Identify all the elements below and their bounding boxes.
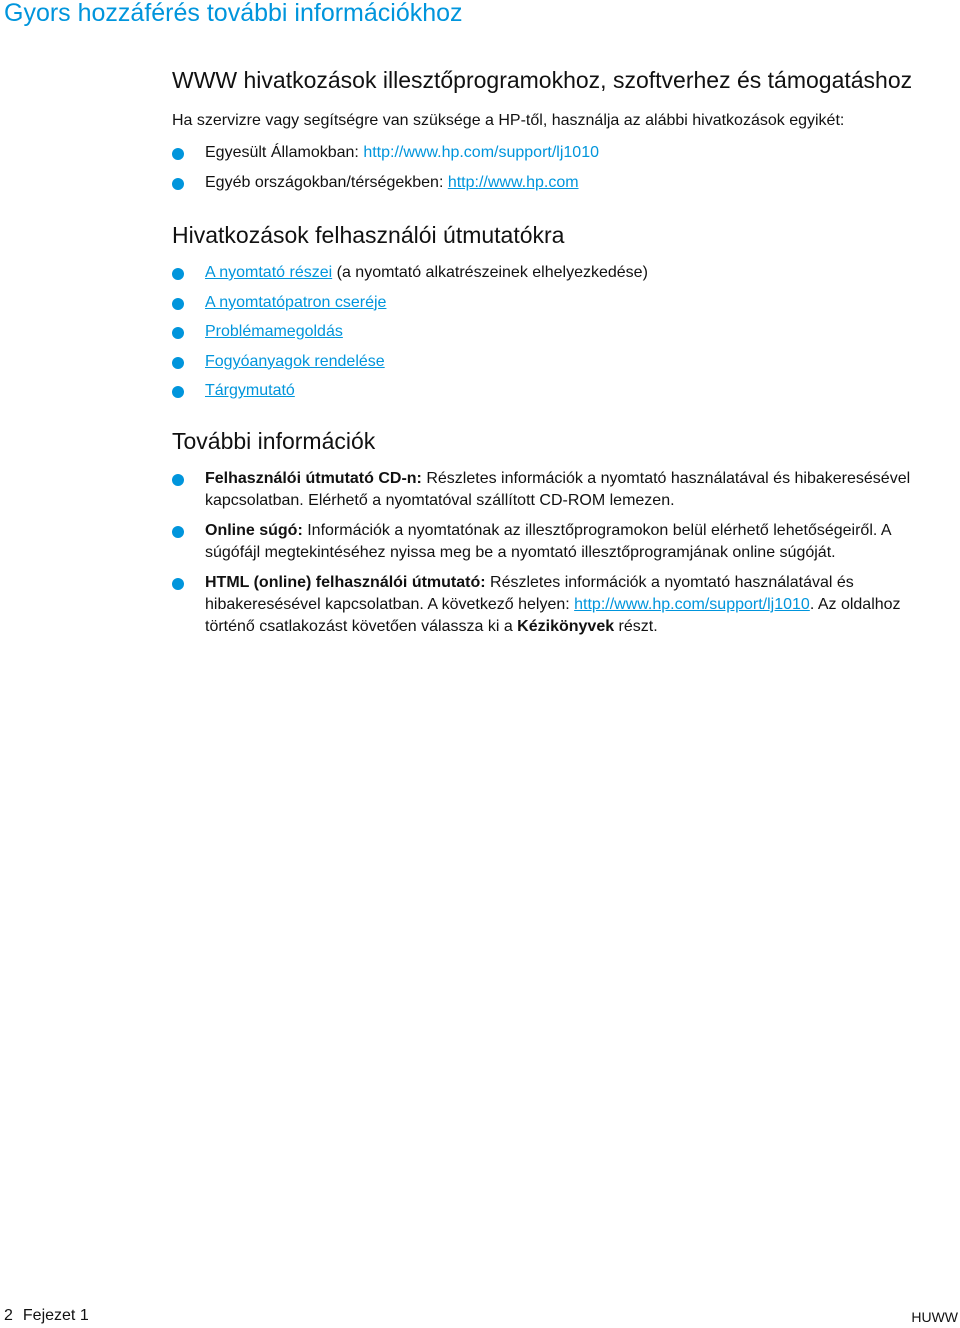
section-heading: További információk bbox=[172, 428, 376, 454]
bullet-icon bbox=[172, 327, 184, 339]
item-text: . Az oldalhoz történő csatlakozást követően válassza ki a bbox=[205, 596, 901, 635]
section-heading: WWW hivatkozások illesztőprogramokhoz, szoftverhez és támogatáshoz bbox=[172, 67, 913, 93]
more-info-list bbox=[172, 468, 942, 638]
list-item bbox=[172, 262, 942, 284]
support-links-list bbox=[172, 142, 942, 194]
item-bold-label: Online súgó: bbox=[205, 522, 303, 539]
item-bold-label: HTML (online) felhasználói útmutató: bbox=[205, 574, 486, 591]
html-guide-link[interactable]: http://www.hp.com/support/lj1010 bbox=[574, 596, 810, 613]
bullet-icon bbox=[172, 474, 184, 486]
footer-code: HUWW bbox=[911, 1309, 958, 1325]
bullet-icon bbox=[172, 268, 184, 280]
section-user-guide-links bbox=[172, 219, 942, 402]
bullet-icon bbox=[172, 148, 184, 160]
page-footer bbox=[4, 1307, 89, 1325]
item-bold-label: Kézikönyvek bbox=[517, 618, 615, 635]
guide-links-list bbox=[172, 262, 942, 402]
page-number: 2 bbox=[4, 1307, 13, 1324]
link-troubleshooting[interactable]: Problémamegoldás bbox=[205, 323, 343, 340]
list-item bbox=[172, 142, 942, 164]
support-link-other[interactable]: http://www.hp.com bbox=[447, 174, 579, 191]
section-heading: Hivatkozások felhasználói útmutatókra bbox=[172, 222, 565, 248]
item-text: Részletes információk a nyomtató használatával és hibakeresésével kapcsolatban. Elérhető a nyomtatóval szállított CD-ROM lemezen. bbox=[205, 470, 911, 509]
bullet-icon bbox=[172, 386, 184, 398]
item-text: Részletes információk a nyomtató használatával és hibakeresésével kapcsolatban. A következő helyen: bbox=[205, 574, 854, 613]
bullet-icon bbox=[172, 298, 184, 310]
item-text: Információk a nyomtatónak az illesztőprogramokon belül elérhető lehetőségeiről. A súgófájl megtekintéséhez nyissa meg be a nyomtató illesztőprogramjának online súgóját. bbox=[205, 522, 891, 561]
section-more-info bbox=[172, 425, 942, 638]
item-text: (a nyomtató alkatrészeinek elhelyezkedése) bbox=[332, 264, 648, 281]
link-supplies-order[interactable]: Fogyóanyagok rendelése bbox=[205, 352, 385, 370]
list-item bbox=[172, 468, 942, 512]
list-item bbox=[172, 351, 942, 373]
bullet-icon bbox=[172, 578, 184, 590]
bullet-icon bbox=[172, 178, 184, 190]
main-content bbox=[172, 64, 942, 646]
bullet-icon bbox=[172, 526, 184, 538]
list-item bbox=[172, 172, 942, 194]
link-cartridge-replace[interactable]: A nyomtatópatron cseréje bbox=[205, 293, 387, 311]
list-item bbox=[172, 292, 942, 314]
chapter-label: Fejezet 1 bbox=[22, 1307, 89, 1324]
link-index[interactable]: Tárgymutató bbox=[205, 382, 295, 399]
page-title: Gyors hozzáférés további információkhoz bbox=[4, 0, 463, 27]
bullet-icon bbox=[172, 357, 184, 369]
item-text: részt. bbox=[614, 618, 658, 635]
item-label: Egyéb országokban/térségekben: bbox=[205, 174, 448, 191]
list-item bbox=[172, 380, 942, 402]
list-item bbox=[172, 572, 942, 638]
list-item bbox=[172, 520, 942, 564]
list-item bbox=[172, 321, 942, 343]
item-bold-label: Felhasználói útmutató CD-n: bbox=[205, 470, 422, 487]
support-link-us[interactable]: http://www.hp.com/support/lj1010 bbox=[363, 144, 599, 161]
link-printer-parts[interactable]: A nyomtató részei bbox=[205, 264, 333, 281]
section-www-links bbox=[172, 64, 942, 194]
intro-text: Ha szervizre vagy segítségre van szüksége a HP-től, használja az alábbi hivatkozások egyikét: bbox=[172, 112, 845, 129]
item-label: Egyesült Államokban: bbox=[205, 144, 364, 161]
